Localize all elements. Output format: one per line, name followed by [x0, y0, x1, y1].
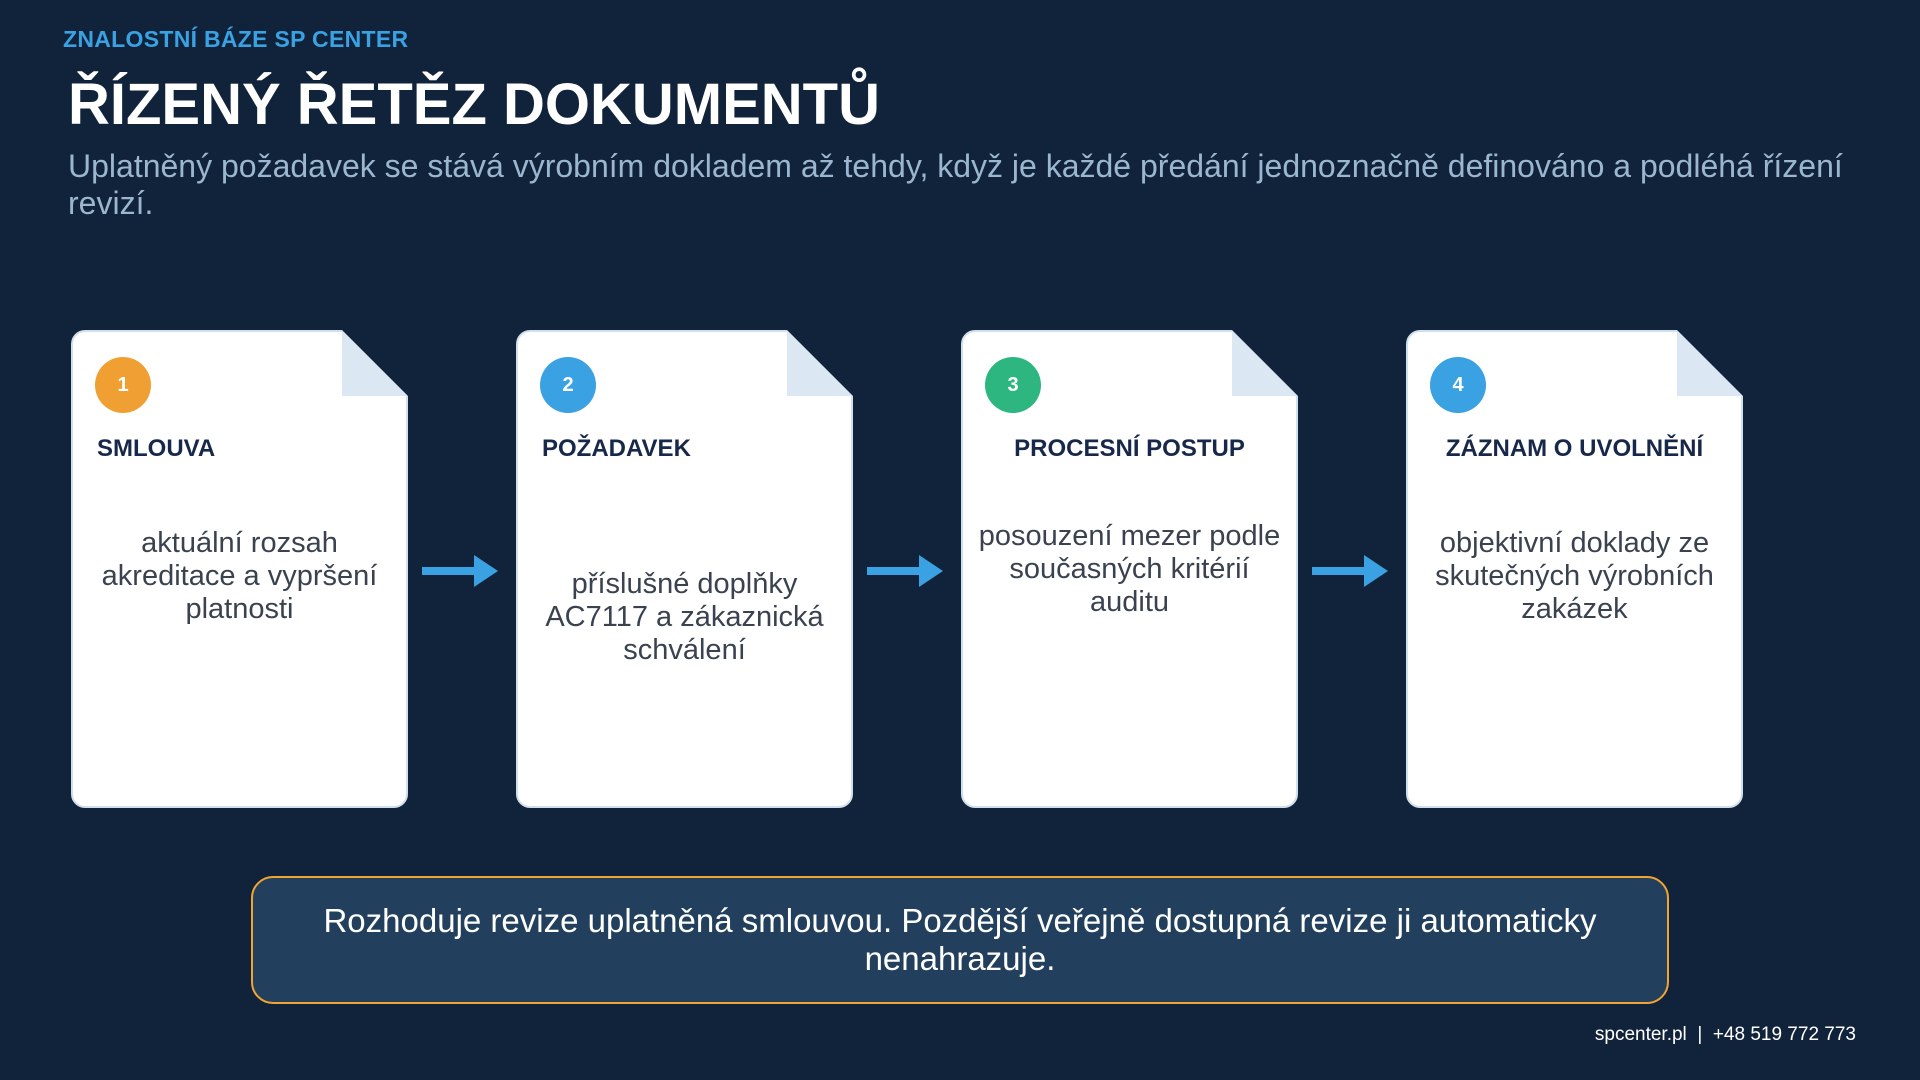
step-title: POŽADAVEK	[542, 435, 691, 462]
step-description: objektivní doklady ze skutečných výrobních zakázek	[1435, 527, 1714, 625]
page-fold-icon	[787, 330, 853, 396]
page-title: ŘÍZENÝ ŘETĚZ DOKUMENTŮ	[68, 72, 880, 137]
page-subtitle: Uplatněný požadavek se stává výrobním dokladem až tehdy, když je každé předání jednoznačně definováno a podléhá řízení revizí.	[68, 148, 1843, 221]
step-title: ZÁZNAM O UVOLNĚNÍ	[1445, 435, 1704, 462]
step-description: posouzení mezer podle současných kritérií auditu	[978, 520, 1281, 618]
step-description: příslušné doplňky AC7117 a zákaznická schválení	[545, 568, 824, 666]
step-title: SMLOUVA	[97, 435, 216, 462]
page-fold-icon	[1677, 330, 1743, 396]
step-number-badge: 2	[540, 357, 596, 413]
step-number-badge: 1	[95, 357, 151, 413]
callout-text: Rozhoduje revize uplatněná smlouvou. Pozdější veřejně dostupná revize ji automaticky nenahrazuje.	[323, 902, 1597, 977]
step-card-release-record	[1406, 330, 1743, 808]
step-title: PROCESNÍ POSTUP	[1014, 435, 1245, 462]
arrow-right-icon	[420, 551, 500, 591]
arrow-right-icon	[865, 551, 945, 591]
step-description: aktuální rozsah akreditace a vypršení platnosti	[101, 527, 378, 625]
page-fold-icon	[342, 330, 408, 396]
callout-box	[251, 876, 1669, 1004]
step-card-requirement	[516, 330, 853, 808]
step-number-badge: 3	[985, 357, 1041, 413]
arrow-right-icon	[1310, 551, 1390, 591]
step-card-contract	[71, 330, 408, 808]
footer-text: spcenter.pl | +48 519 772 773	[1594, 1024, 1856, 1045]
page-fold-icon	[1232, 330, 1298, 396]
footer-contact	[1595, 1024, 1856, 1046]
step-card-process	[961, 330, 1298, 808]
kicker-label: ZNALOSTNÍ BÁZE SP CENTER	[63, 26, 409, 52]
step-number-badge: 4	[1430, 357, 1486, 413]
